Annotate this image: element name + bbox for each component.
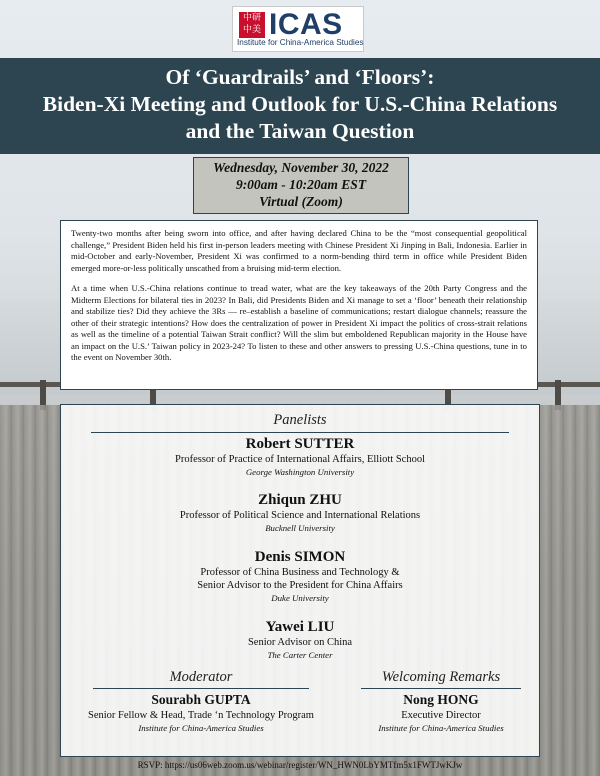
panelist-role: Professor of China Business and Technology & — [200, 567, 400, 578]
icas-logo-mark: 中研中美 — [239, 12, 265, 38]
panelist-org: Bucknell University — [265, 523, 335, 533]
panelist-role: Professor of Practice of International Affairs, Elliott School — [175, 454, 425, 465]
welcoming-name: Nong HONG — [403, 692, 479, 707]
panelist-name: Denis SIMON — [254, 549, 346, 565]
title-line-1: Of ‘Guardrails’ and ‘Floors’: — [165, 65, 435, 89]
logo-name: ICAS — [269, 8, 343, 41]
title-line-3: and the Taiwan Question — [185, 119, 415, 143]
event-details-box — [193, 157, 409, 214]
moderator-heading: Moderator — [169, 669, 233, 685]
panelist-role-2: Senior Advisor to the President for China Affairs — [197, 580, 403, 591]
panelists-divider — [91, 432, 509, 433]
icas-logo[interactable] — [232, 6, 364, 52]
panelist-2 — [61, 491, 539, 534]
welcoming-section — [361, 669, 521, 734]
panelist-role: Professor of Political Science and International Relations — [179, 510, 421, 521]
logo-subtitle: Institute for China-America Studies — [237, 38, 364, 47]
event-date: Wednesday, November 30, 2022 — [213, 160, 389, 175]
event-venue: Virtual (Zoom) — [259, 194, 343, 209]
welcoming-divider — [361, 688, 521, 689]
panelist-3 — [61, 548, 539, 604]
panelist-name: Zhiqun ZHU — [258, 492, 342, 508]
panelist-org: George Washington University — [245, 467, 355, 477]
panelist-org: Duke University — [271, 593, 329, 603]
panelist-name: Robert SUTTER — [245, 436, 355, 452]
description-paragraph-1: Twenty-two months after being sworn into office, and after having declared China to be the “most consequential geopolitical challenge,” President Biden held his first in-person leaders meeting with Chinese President Xi Jinping in Bali, Indonesia. Earlier in mid-October and early-November, President Xi was confirmed to a norm-bending third term in office while President Biden emerged more-or-less politically unscathed from a bruising mid-term election. — [71, 228, 527, 273]
moderator-name: Sourabh GUPTA — [151, 692, 251, 707]
panelist-1 — [61, 435, 539, 478]
event-time: 9:00am - 10:20am EST — [235, 177, 367, 192]
welcoming-heading: Welcoming Remarks — [381, 669, 501, 685]
title-banner — [0, 58, 600, 154]
panelists-heading: Panelists — [273, 412, 327, 428]
moderator-section — [81, 669, 321, 734]
welcoming-org: Institute for China-America Studies — [378, 723, 504, 733]
moderator-org: Institute for China-America Studies — [138, 723, 264, 733]
speakers-panel — [60, 404, 540, 757]
title-line-2: Biden-Xi Meeting and Outlook for U.S.-China Relations — [42, 92, 558, 116]
description-box — [60, 220, 538, 390]
moderator-role: Senior Fellow & Head, Trade ‘n Technology Program — [88, 710, 314, 721]
description-paragraph-2: At a time when U.S.-China relations continue to tread water, what are the key takeaways of the 20th Party Congress and the Midterm Elections for bilateral ties in 2023? In Bali, did Presidents Biden and Xi manage to set a ‘floor’ beneath their relationship and stabilize ties? Did they achieve the 3Rs — re–establish a baseline of communications; restart dialogue channels; reassure the other of their strategic intentions? How does the centralization of power in President Xi impact the politics of cross-strait relations as well as the timeline of a potential Taiwan Strait conflict? Will the slim but emboldened Republican majority in the House have an impact on the U.S.’ Taiwan policy in 2023-24? To listen to these and other answers to pressing U.S.-China questions, tune in to the event on November 30th. — [71, 283, 527, 362]
panelist-role: Senior Advisor on China — [247, 637, 353, 648]
panelist-org: The Carter Center — [267, 650, 333, 660]
welcoming-role: Executive Director — [401, 710, 481, 721]
moderator-divider — [93, 688, 309, 689]
panelist-4 — [61, 618, 539, 661]
panelist-name: Yawei LIU — [265, 619, 335, 635]
rsvp-link[interactable]: RSVP: https://us06web.zoom.us/webinar/register/WN_HWN0LbYMTfm5x1FWTJwKJw — [137, 760, 463, 770]
